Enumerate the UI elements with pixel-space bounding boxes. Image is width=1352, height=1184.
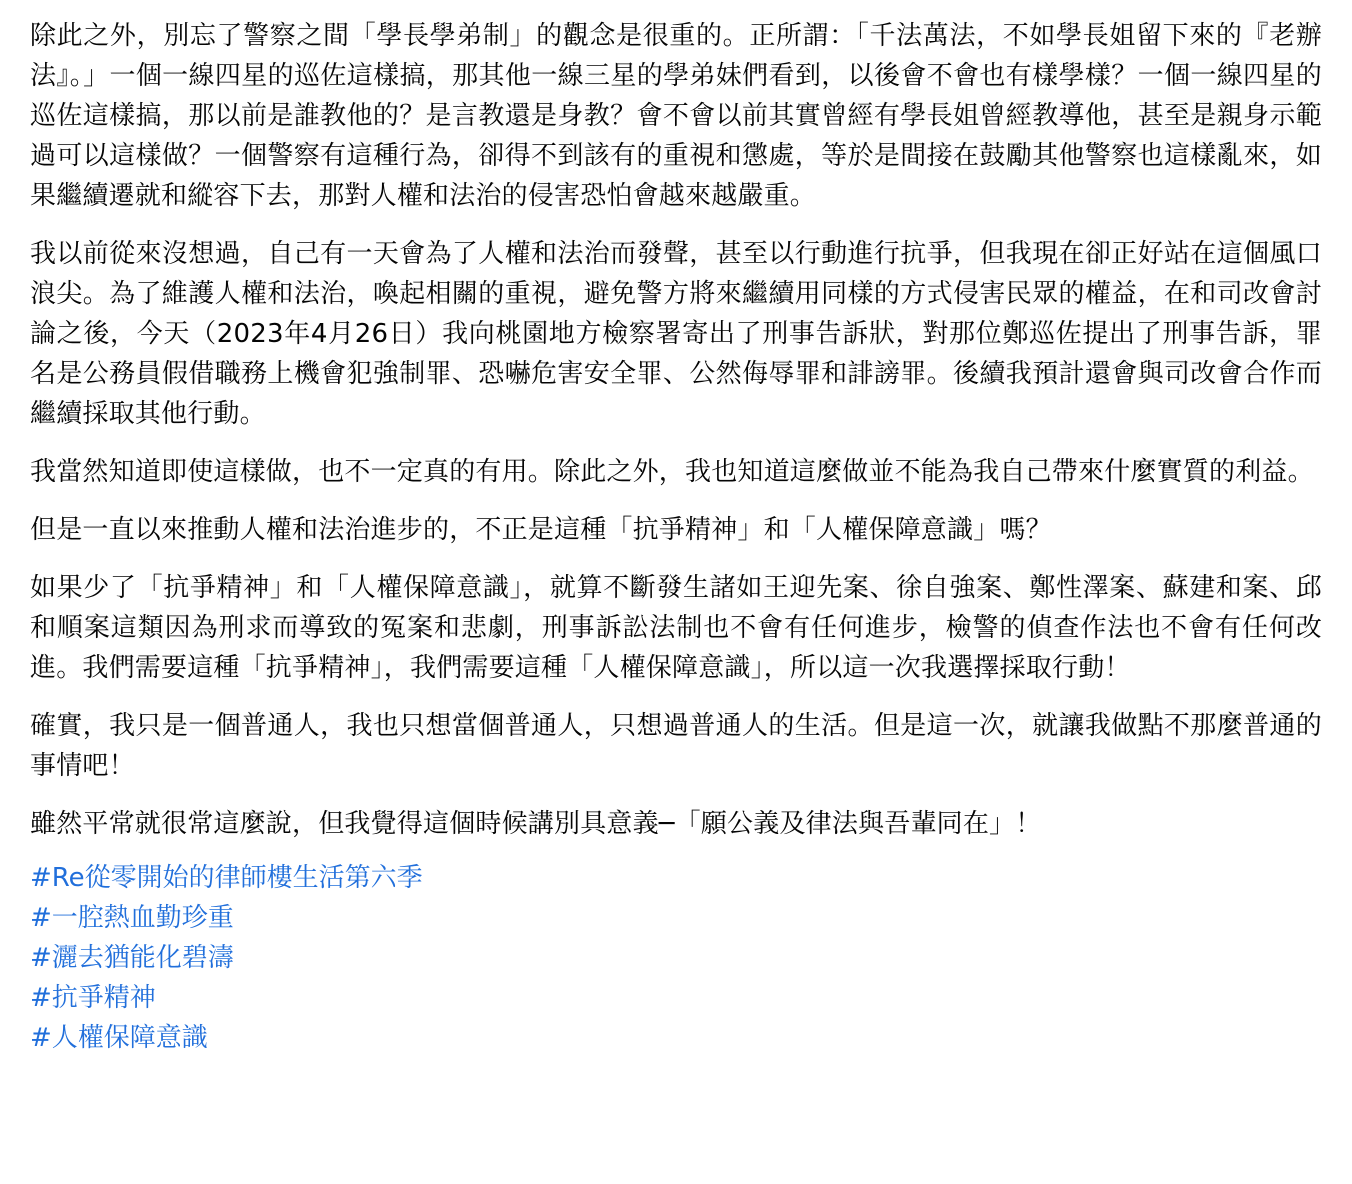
hashtag-list bbox=[30, 858, 1322, 1058]
post-paragraph-1: 除此之外，別忘了警察之間「學長學弟制」的觀念是很重的。正所謂：「千法萬法，不如學長姐留下來的『老辦法』。」一個一線四星的巡佐這樣搞，那其他一線三星的學弟妹們看到，以後會不會也有樣學樣？一個一線四星的巡佐這樣搞，那以前是誰教他的？是言教還是身教？會不會以前其實曾經有學長姐曾經教導他，甚至是親身示範過可以這樣做？一個警察有這種行為，卻得不到該有的重視和懲處，等於是間接在鼓勵其他警察也這樣亂來，如果繼續遷就和縱容下去，那對人權和法治的侵害恐怕會越來越嚴重。 bbox=[30, 21, 1322, 211]
post-body bbox=[30, 16, 1322, 1058]
hashtag-link[interactable]: #灑去猶能化碧濤 bbox=[30, 943, 234, 973]
post-paragraph-7: 雖然平常就很常這麼說，但我覺得這個時候講別具意義─「願公義及律法與吾輩同在」！ bbox=[30, 809, 1042, 839]
post-paragraph-4: 但是一直以來推動人權和法治進步的，不正是這種「抗爭精神」和「人權保障意識」嗎？ bbox=[30, 515, 1052, 545]
hashtag-link[interactable]: #一腔熱血勤珍重 bbox=[30, 903, 234, 933]
hashtag-link[interactable]: #抗爭精神 bbox=[30, 983, 156, 1013]
post-paragraph-3: 我當然知道即使這樣做，也不一定真的有用。除此之外，我也知道這麼做並不能為我自己帶來什麼實質的利益。 bbox=[30, 457, 1314, 487]
hashtag-link[interactable]: #人權保障意識 bbox=[30, 1023, 208, 1053]
post-paragraph-5: 如果少了「抗爭精神」和「人權保障意識」，就算不斷發生諸如王迎先案、徐自強案、鄭性澤案、蘇建和案、邱和順案這類因為刑求而導致的冤案和悲劇，刑事訴訟法制也不會有任何進步，檢警的偵查作法也不會有任何改進。我們需要這種「抗爭精神」，我們需要這種「人權保障意識」，所以這一次我選擇採取行動！ bbox=[30, 573, 1322, 683]
post-paragraph-2: 我以前從來沒想過，自己有一天會為了人權和法治而發聲，甚至以行動進行抗爭，但我現在卻正好站在這個風口浪尖。為了維護人權和法治，喚起相關的重視，避免警方將來繼續用同樣的方式侵害民眾的權益，在和司改會討論之後，今天（2023年4月26日）我向桃園地方檢察署寄出了刑事告訴狀，對那位鄭巡佐提出了刑事告訴，罪名是公務員假借職務上機會犯強制罪、恐嚇危害安全罪、公然侮辱罪和誹謗罪。後續我預計還會與司改會合作而繼續採取其他行動。 bbox=[30, 239, 1322, 429]
post-paragraph-6: 確實，我只是一個普通人，我也只想當個普通人，只想過普通人的生活。但是這一次，就讓我做點不那麼普通的事情吧！ bbox=[30, 711, 1322, 781]
hashtag-link[interactable]: #Re從零開始的律師樓生活第六季 bbox=[30, 863, 423, 893]
